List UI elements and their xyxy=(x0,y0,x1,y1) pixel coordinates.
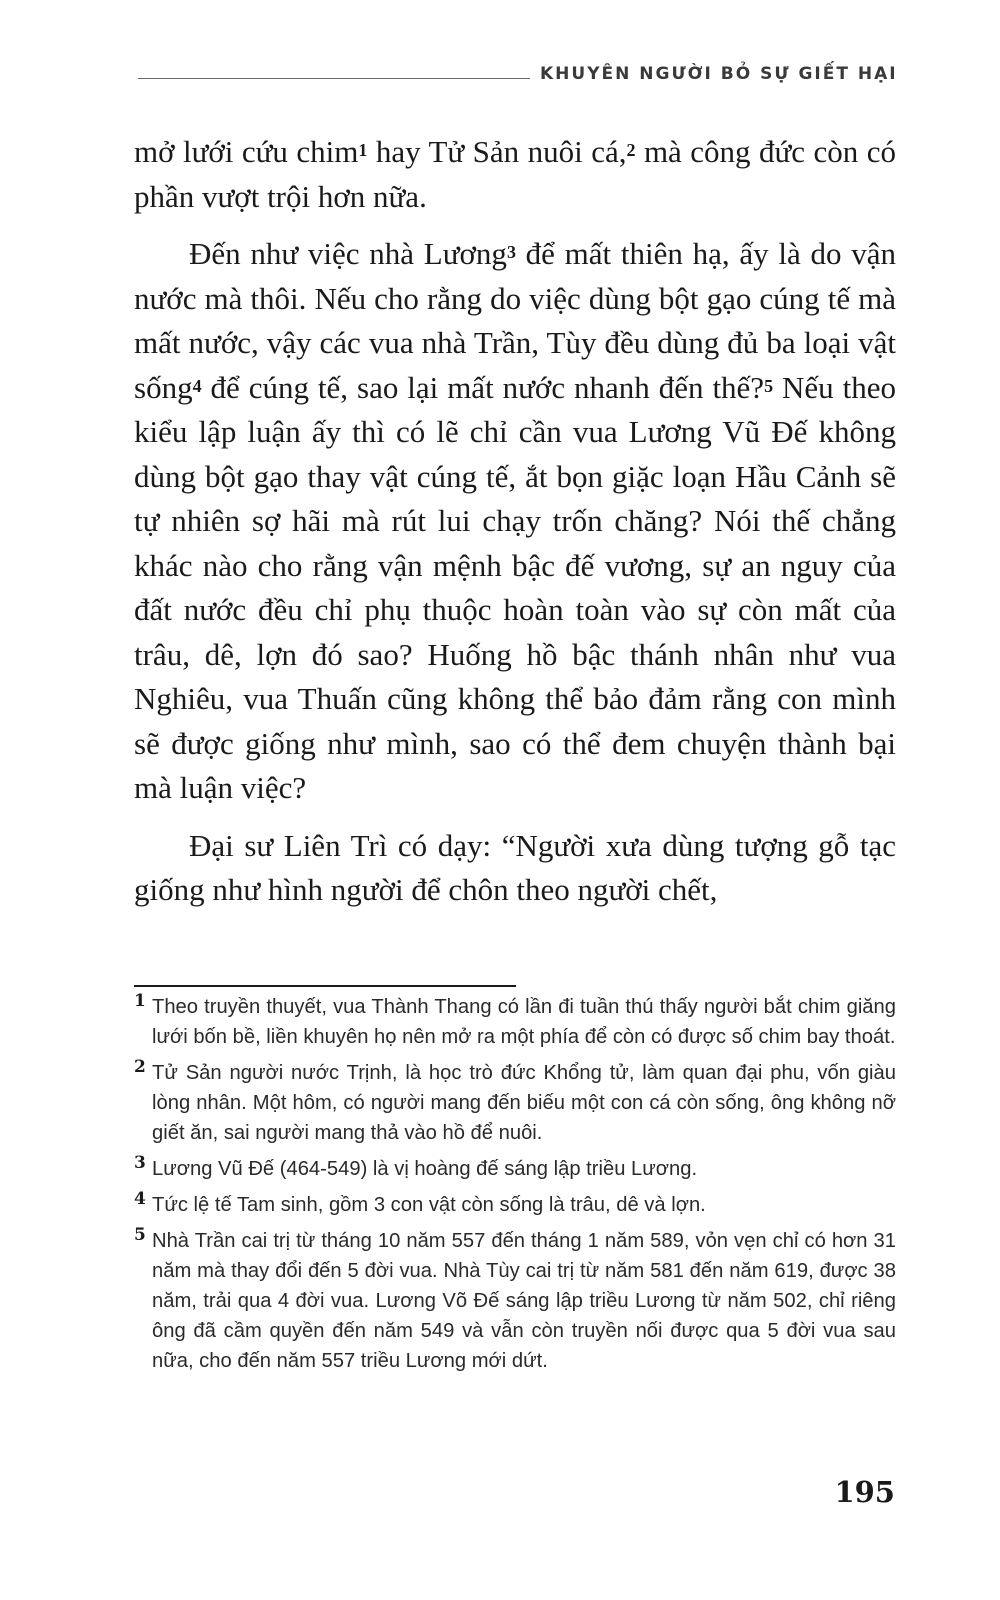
footnote-number: 5 xyxy=(134,1225,146,1245)
text-span: để cúng tế, sao lại mất nước nhanh đến thế? xyxy=(201,369,765,405)
paragraph-2 xyxy=(134,232,896,811)
footnote-text: Nhà Trần cai trị từ tháng 10 năm 557 đến tháng 1 năm 589, vỏn vẹn chỉ có hơn 31 năm mà thay đổi đến 5 đời vua. Nhà Tùy cai trị từ năm 581 đến năm 619, được 38 năm, trải qua 4 đời vua. Lương Võ Đế sáng lập triều Lương từ năm 502, chỉ riêng ông đã cầm quyền đến năm 549 và vẫn còn truyền nối được qua 5 đời vua sau nữa, cho đến năm 557 triều Lương mới dứt. xyxy=(152,1230,896,1372)
footnote-rule xyxy=(134,985,516,987)
footnote-text: Tử Sản người nước Trịnh, là học trò đức Khổng tử, làm quan đại phu, vốn giàu lòng nhân. Một hôm, có người mang đến biếu một con cá còn sống, ông không nỡ giết ăn, sai người mang thả vào hồ để nuôi. xyxy=(152,1062,896,1144)
footnote-ref-2[interactable]: 2 xyxy=(626,140,636,160)
footnote-text: Lương Vũ Đế (464-549) là vị hoàng đế sáng lập triều Lương. xyxy=(152,1158,698,1180)
footnote-number: 1 xyxy=(134,991,146,1011)
footnote-item xyxy=(134,992,896,1052)
footnote-text: Tức lệ tế Tam sinh, gồm 3 con vật còn sống là trâu, dê và lợn. xyxy=(152,1194,706,1216)
text-span: mà công đức còn có phần vượt trội hơn nữa. xyxy=(134,134,896,214)
text-span: Đến như việc nhà Lương xyxy=(189,236,507,271)
footnote-ref-4[interactable]: 4 xyxy=(192,375,202,396)
footnote-item xyxy=(134,1058,896,1148)
footnote-ref-1[interactable]: 1 xyxy=(358,140,368,160)
paragraph-3: Đại sư Liên Trì có dạy: “Người xưa dùng tượng gỗ tạc giống như hình người để chôn theo người chết, xyxy=(134,827,896,907)
footnote-number: 2 xyxy=(134,1057,146,1077)
footnote-item xyxy=(134,1226,896,1376)
main-text xyxy=(134,130,896,926)
text-span: mở lưới cứu chim xyxy=(134,134,359,169)
paragraph-1 xyxy=(134,130,896,219)
footnote-ref-5[interactable]: 5 xyxy=(764,375,774,396)
text-span: để mất thiên hạ, ấy là do vận nước mà thôi. Nếu cho rằng do việc dùng bột gạo cúng tế mà mất nước, vậy các vua nhà Trần, Tùy đều dùng đủ ba loại vật sống xyxy=(134,236,896,405)
footnote-number: 4 xyxy=(134,1189,146,1209)
footnote-text: Theo truyền thuyết, vua Thành Thang có lần đi tuần thú thấy người bắt chim giăng lưới bốn bề, liền khuyên họ nên mở ra một phía để còn có được số chim bay thoát. xyxy=(152,996,896,1048)
footnotes xyxy=(134,992,896,1382)
text-span: Nếu theo kiểu lập luận ấy thì có lẽ chỉ cần vua Lương Vũ Đế không dùng bột gạo thay vật cúng tế, ắt bọn giặc loạn Hầu Cảnh sẽ tự nhiên sợ hãi mà rút lui chạy trốn chăng? Nói thế chẳng khác nào cho rằng vận mệnh bậc đế vương, sự an nguy của đất nước đều chỉ phụ thuộc hoàn toàn vào sự còn mất của trâu, dê, lợn đó sao? Huống hồ bậc thánh nhân như vua Nghiêu, vua Thuấn cũng không thể bảo đảm rằng con mình sẽ được giống như mình, sao có thể đem chuyện thành bại mà luận việc? xyxy=(134,369,896,805)
footnote-item xyxy=(134,1154,896,1184)
footnote-ref-3[interactable]: 3 xyxy=(506,242,516,262)
footnote-item xyxy=(134,1190,896,1220)
page-number: 195 xyxy=(834,1475,895,1509)
text-span: hay Tử Sản nuôi cá, xyxy=(367,134,627,169)
running-head: KHUYÊN NGƯỜI BỎ SỰ GIẾT HẠI xyxy=(540,64,898,84)
header-rule xyxy=(138,78,530,79)
footnote-number: 3 xyxy=(134,1153,146,1173)
